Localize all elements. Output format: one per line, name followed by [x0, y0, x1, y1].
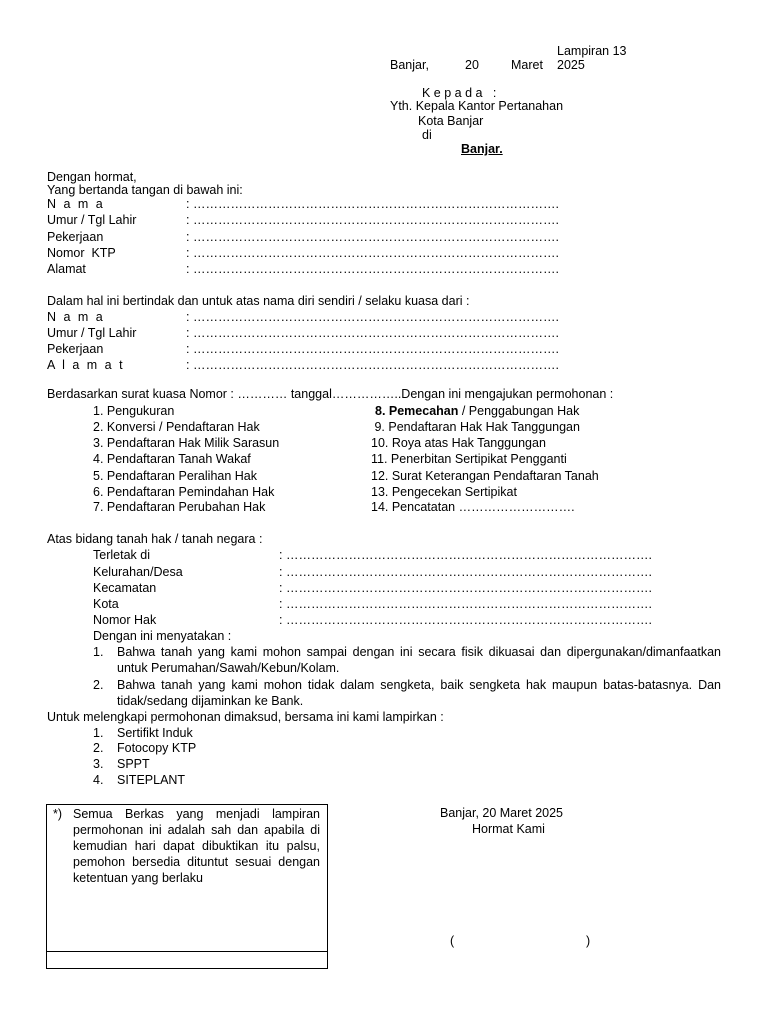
letter-month: Maret [511, 58, 543, 72]
request-option: 10. Roya atas Hak Tanggungan [371, 436, 546, 450]
request-option: 1. Pengukuran [93, 404, 175, 418]
signature-closing: Hormat Kami [472, 822, 545, 836]
request-option: 4. Pendaftaran Tanah Wakaf [93, 452, 251, 466]
statement-text: Bahwa tanah yang kami mohon tidak dalam sengketa, baik sengketa hak maupun batas-batasnya. Dan tidak/sedang dijaminkan ke Bank. [117, 678, 721, 708]
signed-intro: Yang bertanda tangan di bawah ini: [47, 183, 243, 197]
proxy-address-field[interactable]: : ……………………………………………………………………………. [186, 358, 559, 372]
attachment-item: SITEPLANT [117, 773, 186, 787]
attachment-number-item: 2. [93, 741, 104, 755]
letter-year: 2025 [557, 58, 585, 72]
applicant-address-field[interactable]: : ……………………………………………………………………………. [186, 262, 559, 276]
request-option: 12. Surat Keterangan Pendaftaran Tanah [371, 469, 599, 483]
signature-date: Banjar, 20 Maret 2025 [440, 806, 563, 820]
request-option: 7. Pendaftaran Perubahan Hak [93, 500, 266, 514]
applicant-name-label: N a m a [47, 197, 105, 211]
attachment-number-item: 1. [93, 726, 104, 740]
applicant-ktp-field[interactable]: : ……………………………………………………………………………. [186, 246, 559, 260]
attachment-item: Fotocopy KTP [117, 741, 197, 755]
applicant-age-label: Umur / Tgl Lahir [47, 213, 137, 227]
applicant-job-field[interactable]: : ……………………………………………………………………………. [186, 230, 559, 244]
addressee-city: Kota Banjar [418, 114, 484, 128]
statement-number: 1. [93, 645, 104, 659]
applicant-address-label: Alamat [47, 262, 86, 276]
applicant-ktp-label: Nomor KTP [47, 246, 116, 260]
land-location-label: Terletak di [93, 548, 150, 562]
applicant-age-field[interactable]: : ……………………………………………………………………………. [186, 213, 559, 227]
addressee-di: di [422, 128, 432, 142]
declaration-heading: Dengan ini menyatakan : [93, 629, 232, 643]
request-option: 13. Pengecekan Sertipikat [371, 485, 517, 499]
land-village-field[interactable]: : ……………………………………………………………………………. [279, 565, 652, 579]
attachments-intro: Untuk melengkapi permohonan dimaksud, bersama ini kami lampirkan : [47, 710, 444, 724]
signature-open-paren: ( [450, 934, 455, 948]
greeting: Dengan hormat, [47, 170, 137, 184]
request-option: 3. Pendaftaran Hak Milik Sarasun [93, 436, 280, 450]
request-option-selected-label: 8. Pemecahan [375, 404, 459, 418]
proxy-name-field[interactable]: : ……………………………………………………………………………. [186, 310, 559, 324]
land-location-field[interactable]: : ……………………………………………………………………………. [279, 548, 652, 562]
applicant-name-field[interactable]: : ……………………………………………………………………………. [186, 197, 559, 211]
statement-text: Bahwa tanah yang kami mohon sampai dengan ini secara fisik dikuasai dan dipergunakan/dimanfaatkan untuk Perumahan/Sawah/Kebun/Kolam. [117, 645, 721, 675]
statement-number: 2. [93, 678, 104, 692]
land-rightno-label: Nomor Hak [93, 613, 157, 627]
land-village-label: Kelurahan/Desa [93, 565, 183, 579]
land-district-label: Kecamatan [93, 581, 157, 595]
request-option: 5. Pendaftaran Peralihan Hak [93, 469, 257, 483]
note-box [46, 804, 328, 969]
attachment-item: SPPT [117, 757, 150, 771]
attachment-item: Sertifikt Induk [117, 726, 193, 740]
proxy-job-label: Pekerjaan [47, 342, 104, 356]
signature-close-paren: ) [586, 934, 591, 948]
note-asterisk: *) [53, 807, 63, 821]
land-rightno-field[interactable]: : ……………………………………………………………………………. [279, 613, 652, 627]
land-district-field[interactable]: : ……………………………………………………………………………. [279, 581, 652, 595]
request-option: 6. Pendaftaran Pemindahan Hak [93, 485, 275, 499]
request-option-selected [375, 403, 579, 419]
land-city-field[interactable]: : ……………………………………………………………………………. [279, 597, 652, 611]
proxy-age-field[interactable]: : ……………………………………………………………………………. [186, 326, 559, 340]
applicant-job-label: Pekerjaan [47, 230, 104, 244]
note-box-divider [47, 951, 327, 952]
land-city-label: Kota [93, 597, 119, 611]
request-option-selected-rest: / Penggabungan Hak [458, 404, 580, 418]
attachment-number-item: 4. [93, 773, 104, 787]
note-text: Semua Berkas yang menjadi lampiran permohonan ini adalah sah dan apabila di kemudian hari dapat dibuktikan itu palsu, pemohon bersedia dituntut sesuai dengan ketentuan yang berlaku [73, 807, 320, 885]
proxy-name-label: N a m a [47, 310, 105, 324]
letter-city: Banjar, [390, 58, 429, 72]
addressee-destination: Banjar. [461, 142, 503, 156]
letter-day: 20 [465, 58, 479, 72]
attachment-number-item: 3. [93, 757, 104, 771]
request-intro: Berdasarkan surat kuasa Nomor : ………… tanggal……………..Dengan ini mengajukan permohonan : [47, 387, 614, 401]
attachment-number: Lampiran 13 [557, 44, 627, 58]
proxy-age-label: Umur / Tgl Lahir [47, 326, 137, 340]
request-option: 9. Pendaftaran Hak Hak Tanggungan [371, 420, 580, 434]
proxy-address-label: A l a m a t [47, 358, 125, 372]
request-option: 11. Penerbitan Sertipikat Pengganti [371, 452, 567, 466]
proxy-intro: Dalam hal ini bertindak dan untuk atas nama diri sendiri / selaku kuasa dari : [47, 294, 470, 308]
proxy-job-field[interactable]: : ……………………………………………………………………………. [186, 342, 559, 356]
land-intro: Atas bidang tanah hak / tanah negara : [47, 532, 263, 546]
addressee-office: Yth. Kepala Kantor Pertanahan [390, 99, 564, 113]
request-option: 2. Konversi / Pendaftaran Hak [93, 420, 260, 434]
request-option: 14. Pencatatan ………………………. [371, 500, 575, 514]
addressee-heading: K e p a d a : [422, 86, 497, 100]
